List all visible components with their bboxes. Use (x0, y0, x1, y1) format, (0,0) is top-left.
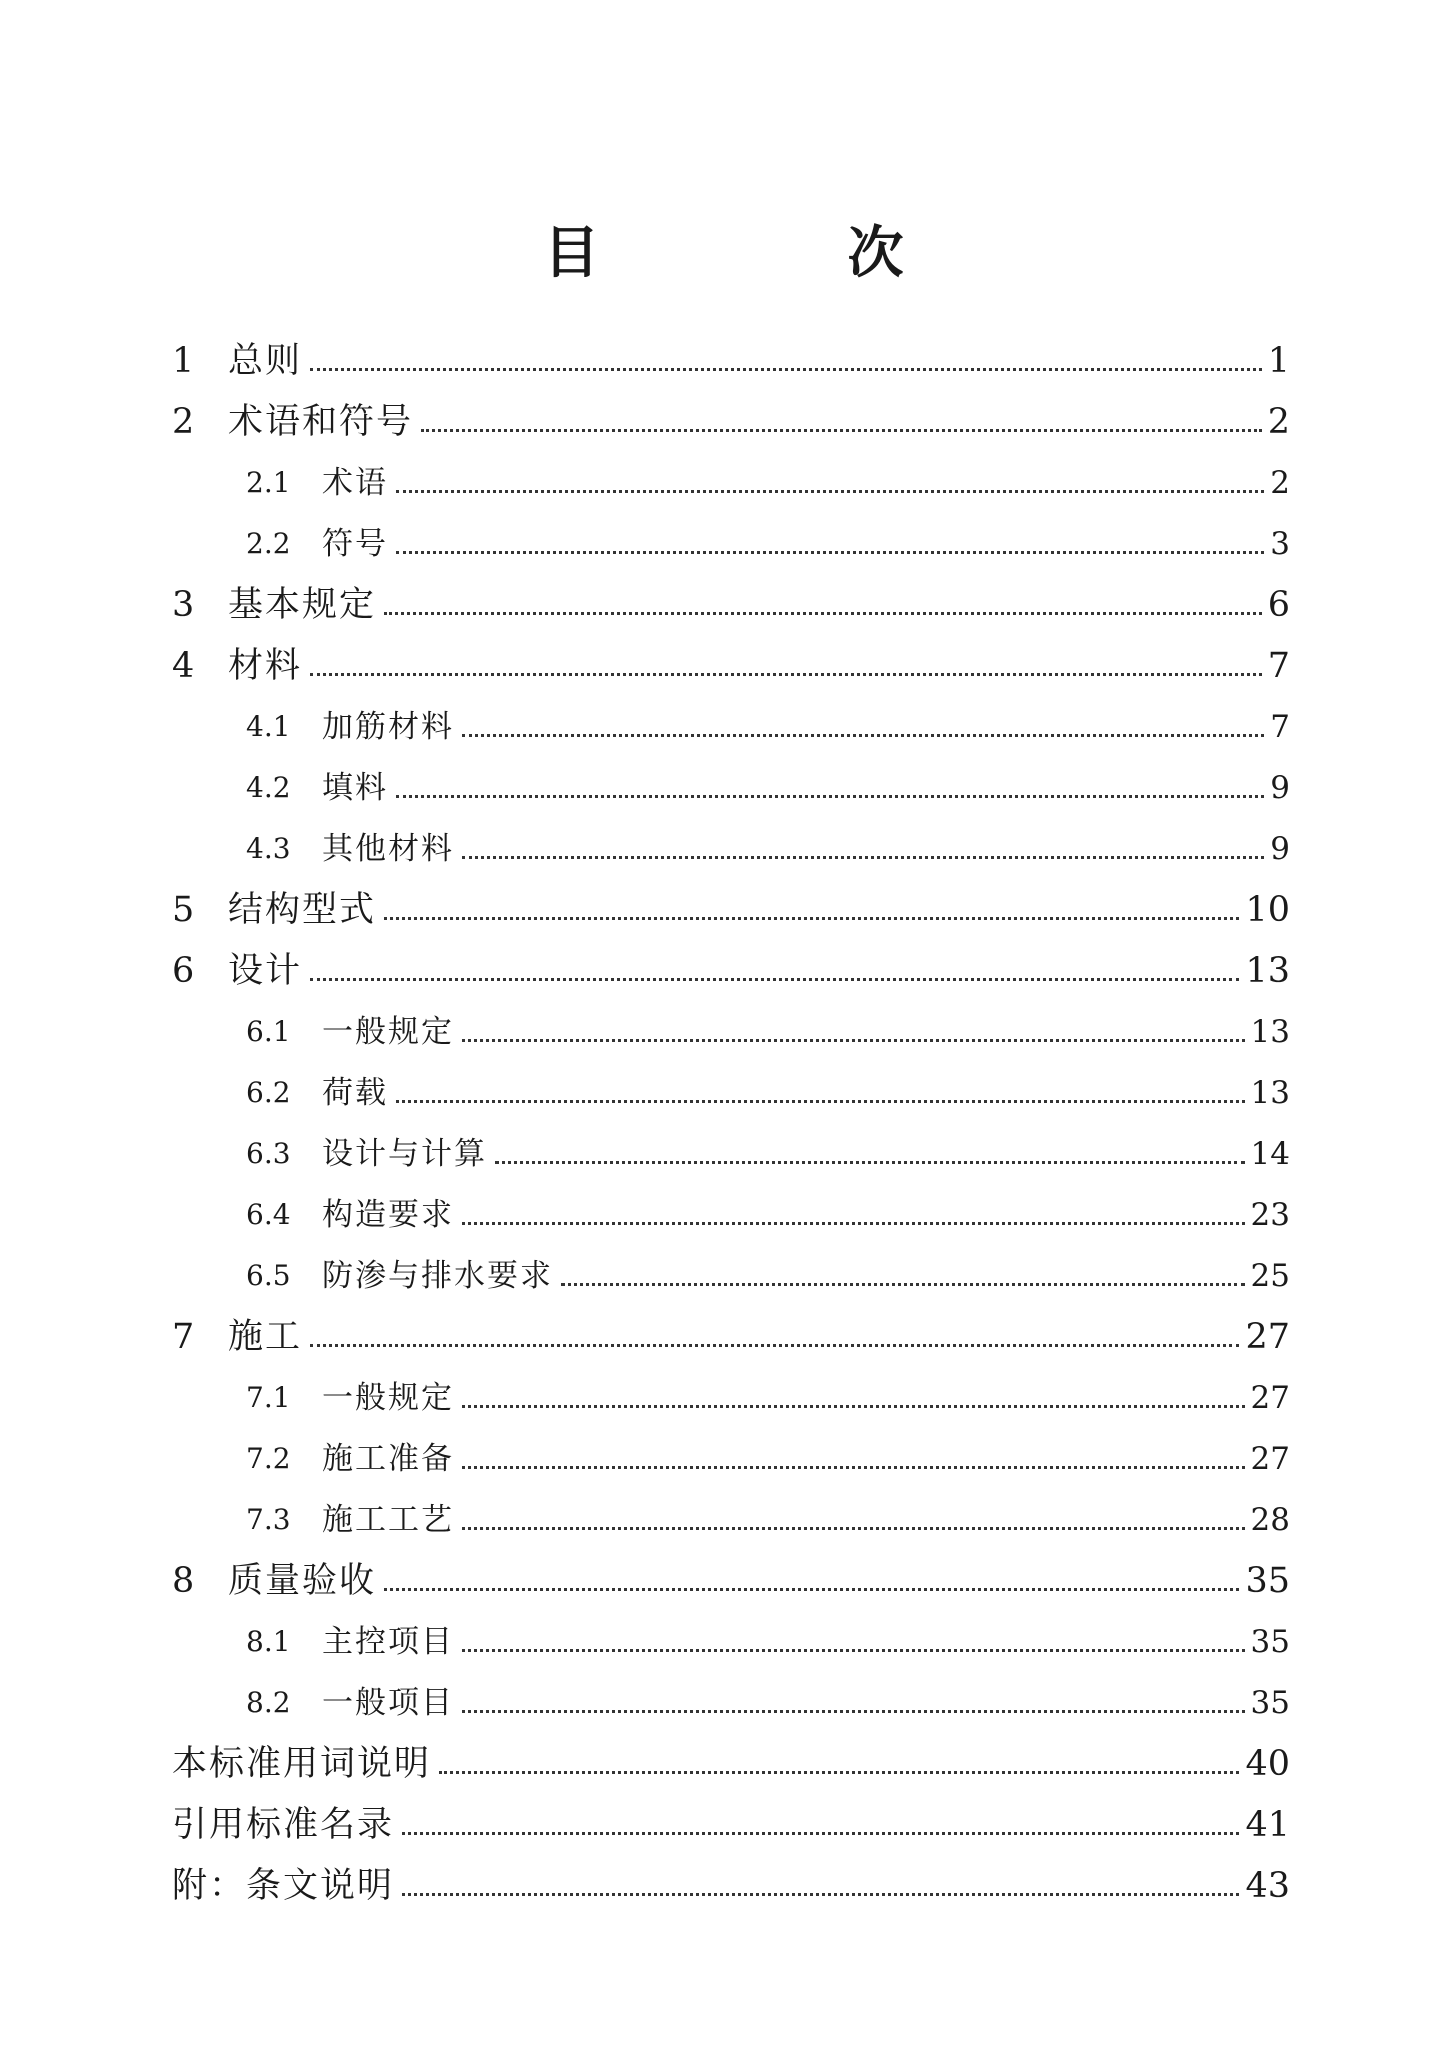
toc-entry-number: 4.2 (246, 771, 291, 804)
toc-entry-number: 8.1 (246, 1625, 291, 1658)
dot-leader (462, 1649, 1245, 1652)
toc-entry-number: 6.1 (246, 1015, 291, 1048)
toc-entry-page-number: 7 (1270, 709, 1290, 745)
dot-leader (396, 490, 1264, 493)
toc-entry-page-number: 3 (1270, 526, 1290, 562)
toc-entry[interactable] (172, 1298, 1290, 1359)
toc-entry-page-number: 9 (1270, 831, 1290, 867)
toc-entry-number: 4.3 (246, 832, 291, 865)
toc-entry[interactable] (172, 444, 1290, 505)
toc-entry[interactable] (172, 1847, 1290, 1908)
toc-entry-title: 术语和符号 (228, 402, 414, 442)
toc-entry[interactable] (172, 1237, 1290, 1298)
toc-entry[interactable] (172, 1725, 1290, 1786)
toc-entry[interactable] (172, 1603, 1290, 1664)
dot-leader (462, 1527, 1245, 1530)
toc-entry-page-number: 28 (1250, 1502, 1290, 1538)
toc-entry-title: 引用标准名录 (172, 1805, 395, 1845)
toc-entry-number: 4.1 (246, 710, 291, 743)
toc-entry-number: 1 (172, 341, 195, 381)
toc-entry-title: 其他材料 (322, 831, 454, 867)
toc-entry-title: 设计 (228, 951, 303, 991)
toc-entry-number: 2 (172, 402, 195, 442)
dot-leader (421, 429, 1262, 432)
toc-entry-title: 构造要求 (322, 1197, 454, 1233)
toc-entry-number: 6 (172, 951, 195, 991)
toc-entry-title: 填料 (322, 770, 388, 806)
toc-entry[interactable] (172, 1542, 1290, 1603)
dot-leader (462, 1710, 1245, 1713)
toc-entry-page-number: 13 (1250, 1075, 1290, 1111)
dot-leader (396, 795, 1264, 798)
dot-leader (462, 856, 1264, 859)
toc-entry-number: 8 (172, 1561, 195, 1601)
dot-leader (402, 1893, 1239, 1896)
toc-entry-title: 总则 (228, 341, 303, 381)
toc-entry-title: 材料 (228, 646, 303, 686)
toc-entry[interactable] (172, 1359, 1290, 1420)
dot-leader (310, 673, 1262, 676)
toc-entry-title: 主控项目 (322, 1624, 454, 1660)
toc-entry-page-number: 1 (1267, 341, 1290, 381)
dot-leader (310, 368, 1262, 371)
dot-leader (462, 734, 1264, 737)
toc-entry-page-number: 35 (1250, 1624, 1290, 1660)
toc-entry-page-number: 27 (1250, 1441, 1290, 1477)
toc-entry-title: 荷载 (322, 1075, 388, 1111)
toc-entry[interactable] (172, 1786, 1290, 1847)
toc-entry[interactable] (172, 871, 1290, 932)
toc-entry-title: 术语 (322, 465, 388, 501)
toc-entry-number: 4 (172, 646, 195, 686)
toc-entry-page-number: 27 (1245, 1317, 1290, 1357)
toc-entry-page-number: 40 (1245, 1744, 1290, 1784)
dot-leader (384, 917, 1239, 920)
toc-entry-number: 3 (172, 585, 195, 625)
dot-leader (495, 1161, 1245, 1164)
page-title: 目 次 (543, 220, 1000, 286)
toc-entry-title: 施工工艺 (322, 1502, 454, 1538)
toc-entry-number: 2.2 (246, 527, 291, 560)
dot-leader (310, 978, 1239, 981)
toc-entry[interactable] (172, 810, 1290, 871)
toc-entry-page-number: 25 (1250, 1258, 1290, 1294)
dot-leader (310, 1344, 1239, 1347)
toc-entry-number: 7.2 (246, 1442, 291, 1475)
dot-leader (462, 1222, 1245, 1225)
toc-entry-title: 结构型式 (228, 890, 377, 930)
toc-entry-title: 一般规定 (322, 1380, 454, 1416)
toc-entry[interactable] (172, 1115, 1290, 1176)
toc-entry-title: 附：条文说明 (172, 1866, 395, 1906)
toc-entry-page-number: 23 (1250, 1197, 1290, 1233)
toc-entry-title: 一般规定 (322, 1014, 454, 1050)
toc-entry[interactable] (172, 932, 1290, 993)
toc-entry-number: 7 (172, 1317, 195, 1357)
dot-leader (396, 551, 1264, 554)
toc-entry-page-number: 9 (1270, 770, 1290, 806)
toc-entry-number: 8.2 (246, 1686, 291, 1719)
toc-entry-title: 基本规定 (228, 585, 377, 625)
toc-entry[interactable] (172, 322, 1290, 383)
toc-entry[interactable] (172, 627, 1290, 688)
toc-entry-number: 6.2 (246, 1076, 291, 1109)
toc-entry-page-number: 35 (1250, 1685, 1290, 1721)
toc-entry-number: 6.3 (246, 1137, 291, 1170)
toc-entry[interactable] (172, 505, 1290, 566)
toc-entry-page-number: 35 (1245, 1561, 1290, 1601)
toc-entry-number: 7.3 (246, 1503, 291, 1536)
toc-entry-page-number: 10 (1245, 890, 1290, 930)
toc-entry[interactable] (172, 1176, 1290, 1237)
dot-leader (402, 1832, 1239, 1835)
toc-entry-title: 一般项目 (322, 1685, 454, 1721)
toc-entry-number: 2.1 (246, 466, 291, 499)
toc-entry[interactable] (172, 383, 1290, 444)
toc-entry-title: 设计与计算 (322, 1136, 487, 1172)
toc-entry-number: 6.5 (246, 1259, 291, 1292)
toc-entry[interactable] (172, 566, 1290, 627)
dot-leader (462, 1466, 1245, 1469)
table-of-contents (172, 322, 1290, 1908)
toc-entry-page-number: 7 (1267, 646, 1290, 686)
dot-leader (462, 1405, 1245, 1408)
toc-entry-page-number: 14 (1250, 1136, 1290, 1172)
toc-entry[interactable] (172, 1054, 1290, 1115)
toc-entry-title: 质量验收 (228, 1561, 377, 1601)
toc-entry[interactable] (172, 749, 1290, 810)
toc-entry-page-number: 2 (1270, 465, 1290, 501)
toc-entry[interactable] (172, 1481, 1290, 1542)
toc-entry-title: 本标准用词说明 (172, 1744, 432, 1784)
toc-entry[interactable] (172, 1664, 1290, 1725)
toc-entry-page-number: 13 (1250, 1014, 1290, 1050)
dot-leader (462, 1039, 1245, 1042)
dot-leader (384, 1588, 1239, 1591)
toc-entry-title: 施工 (228, 1317, 303, 1357)
toc-entry-page-number: 43 (1245, 1866, 1290, 1906)
toc-entry-page-number: 2 (1267, 402, 1290, 442)
toc-entry-page-number: 6 (1267, 585, 1290, 625)
toc-entry-number: 7.1 (246, 1381, 291, 1414)
toc-entry-page-number: 27 (1250, 1380, 1290, 1416)
toc-entry-title: 施工准备 (322, 1441, 454, 1477)
toc-entry-number: 6.4 (246, 1198, 291, 1231)
dot-leader (396, 1100, 1245, 1103)
toc-entry-title: 符号 (322, 526, 388, 562)
toc-entry[interactable] (172, 1420, 1290, 1481)
dot-leader (439, 1771, 1239, 1774)
toc-entry[interactable] (172, 688, 1290, 749)
toc-entry-title: 加筋材料 (322, 709, 454, 745)
toc-entry-page-number: 13 (1245, 951, 1290, 991)
dot-leader (561, 1283, 1245, 1286)
toc-entry-title: 防渗与排水要求 (322, 1258, 553, 1294)
toc-entry[interactable] (172, 993, 1290, 1054)
toc-entry-page-number: 41 (1245, 1805, 1290, 1845)
toc-entry-number: 5 (172, 890, 195, 930)
dot-leader (384, 612, 1262, 615)
